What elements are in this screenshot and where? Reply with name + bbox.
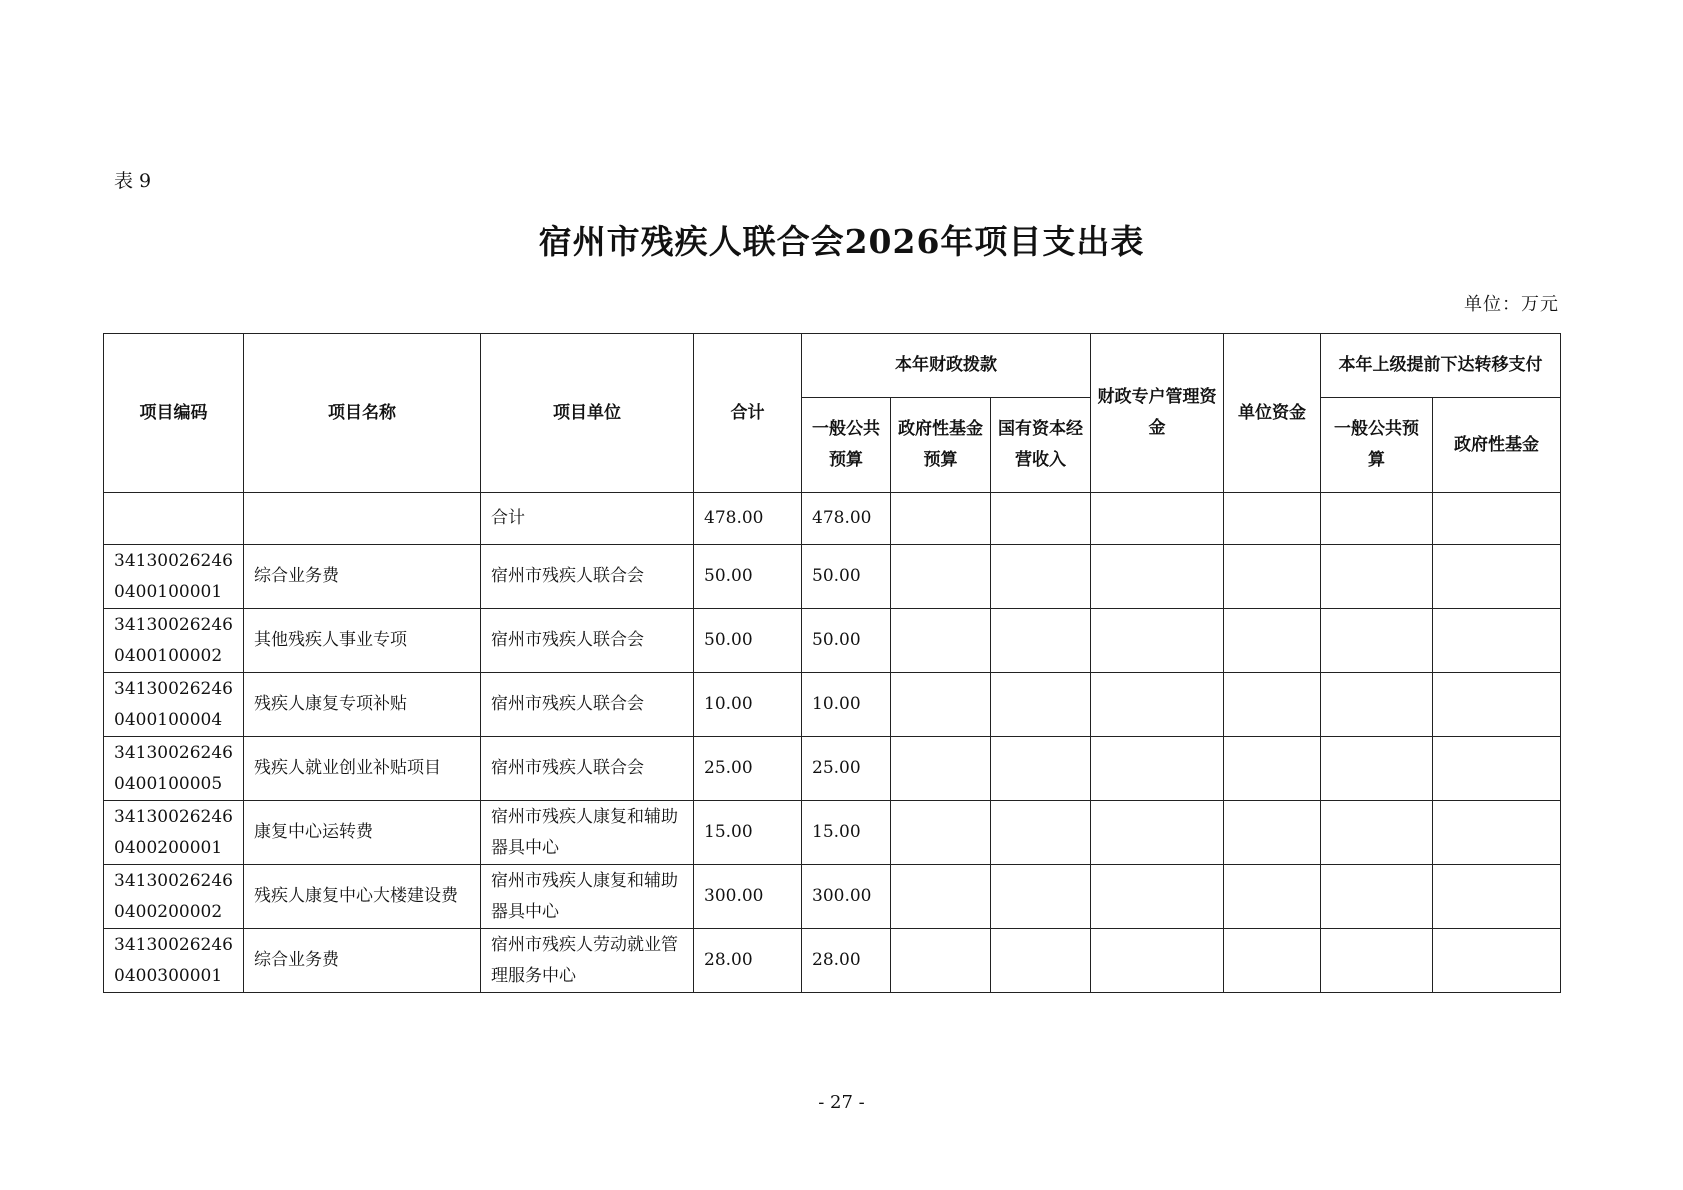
empty-cell: [1091, 673, 1224, 737]
empty-cell: [991, 865, 1091, 929]
row-total: 25.00: [694, 737, 802, 801]
empty-cell: [891, 929, 991, 993]
row-code: 341300262460400200002: [104, 865, 244, 929]
empty-cell: [1224, 737, 1321, 801]
row-total: 28.00: [694, 929, 802, 993]
empty-cell: [991, 673, 1091, 737]
row-total: 300.00: [694, 865, 802, 929]
row-unit: 宿州市残疾人联合会: [481, 673, 694, 737]
empty-cell: [1224, 801, 1321, 865]
empty-cell: [1224, 929, 1321, 993]
header-special-account: 财政专户管理资金: [1091, 334, 1224, 493]
row-code: 341300262460400100001: [104, 545, 244, 609]
empty-cell: [1091, 801, 1224, 865]
empty-cell: [1091, 865, 1224, 929]
row-general-budget: 50.00: [802, 545, 891, 609]
row-total: 15.00: [694, 801, 802, 865]
header-code: 项目编码: [104, 334, 244, 493]
header-total: 合计: [694, 334, 802, 493]
empty-cell: [1091, 737, 1224, 801]
table-row: [104, 929, 1561, 993]
empty-cell: [891, 801, 991, 865]
table-number: 表 9: [114, 170, 152, 192]
header-group-appropriation: 本年财政拨款: [802, 334, 1091, 398]
row-general-budget: 10.00: [802, 673, 891, 737]
empty-cell: [891, 865, 991, 929]
header-general-budget: 一般公共预算: [802, 398, 891, 493]
empty-cell: [1433, 801, 1561, 865]
empty-cell: [991, 545, 1091, 609]
row-unit: 宿州市残疾人康复和辅助器具中心: [481, 865, 694, 929]
row-code: 341300262460400100002: [104, 609, 244, 673]
empty-cell: [991, 801, 1091, 865]
unit-label: 单位：万元: [1464, 294, 1559, 315]
row-unit: 宿州市残疾人劳动就业管理服务中心: [481, 929, 694, 993]
row-unit: 宿州市残疾人联合会: [481, 545, 694, 609]
table-row: [104, 545, 1561, 609]
empty-cell: [991, 493, 1091, 545]
empty-cell: [1433, 609, 1561, 673]
summary-general-budget: 478.00: [802, 493, 891, 545]
empty-cell: [1433, 673, 1561, 737]
empty-cell: [1224, 673, 1321, 737]
row-total: 10.00: [694, 673, 802, 737]
empty-cell: [1321, 737, 1433, 801]
empty-cell: [1224, 493, 1321, 545]
row-code: 341300262460400100005: [104, 737, 244, 801]
row-name: 综合业务费: [244, 929, 481, 993]
empty-cell: [891, 545, 991, 609]
row-general-budget: 300.00: [802, 865, 891, 929]
empty-cell: [1321, 673, 1433, 737]
row-general-budget: 15.00: [802, 801, 891, 865]
summary-name-cell: [244, 493, 481, 545]
empty-cell: [1091, 609, 1224, 673]
header-state-capital: 国有资本经营收入: [991, 398, 1091, 493]
row-name: 残疾人就业创业补贴项目: [244, 737, 481, 801]
row-unit: 宿州市残疾人康复和辅助器具中心: [481, 801, 694, 865]
empty-cell: [991, 929, 1091, 993]
empty-cell: [891, 493, 991, 545]
empty-cell: [1224, 609, 1321, 673]
row-general-budget: 25.00: [802, 737, 891, 801]
summary-row: [104, 493, 1561, 545]
empty-cell: [1433, 929, 1561, 993]
row-general-budget: 28.00: [802, 929, 891, 993]
empty-cell: [1091, 493, 1224, 545]
summary-code-cell: [104, 493, 244, 545]
table-row: [104, 673, 1561, 737]
row-total: 50.00: [694, 545, 802, 609]
empty-cell: [1433, 865, 1561, 929]
empty-cell: [1433, 545, 1561, 609]
empty-cell: [891, 673, 991, 737]
summary-total: 478.00: [694, 493, 802, 545]
empty-cell: [1321, 929, 1433, 993]
empty-cell: [891, 609, 991, 673]
header-gov-fund: 政府性基金预算: [891, 398, 991, 493]
project-expenditure-table: [103, 333, 1561, 993]
empty-cell: [1321, 865, 1433, 929]
empty-cell: [1091, 929, 1224, 993]
header-group-transfer: 本年上级提前下达转移支付: [1321, 334, 1561, 398]
empty-cell: [991, 609, 1091, 673]
row-unit: 宿州市残疾人联合会: [481, 737, 694, 801]
table-row: [104, 801, 1561, 865]
row-name: 综合业务费: [244, 545, 481, 609]
row-name: 康复中心运转费: [244, 801, 481, 865]
empty-cell: [991, 737, 1091, 801]
row-name: 其他残疾人事业专项: [244, 609, 481, 673]
table-row: [104, 609, 1561, 673]
empty-cell: [1433, 493, 1561, 545]
header-unit-funds: 单位资金: [1224, 334, 1321, 493]
empty-cell: [1321, 545, 1433, 609]
empty-cell: [1224, 545, 1321, 609]
row-unit: 宿州市残疾人联合会: [481, 609, 694, 673]
row-general-budget: 50.00: [802, 609, 891, 673]
page-title: 宿州市残疾人联合会2026年项目支出表: [538, 222, 1145, 261]
row-code: 341300262460400100004: [104, 673, 244, 737]
empty-cell: [1433, 737, 1561, 801]
summary-label: 合计: [481, 493, 694, 545]
row-code: 341300262460400200001: [104, 801, 244, 865]
row-name: 残疾人康复专项补贴: [244, 673, 481, 737]
empty-cell: [891, 737, 991, 801]
empty-cell: [1321, 801, 1433, 865]
table-row: [104, 865, 1561, 929]
row-code: 341300262460400300001: [104, 929, 244, 993]
header-transfer-general: 一般公共预算: [1321, 398, 1433, 493]
header-transfer-gov-fund: 政府性基金: [1433, 398, 1561, 493]
empty-cell: [1091, 545, 1224, 609]
table-row: [104, 737, 1561, 801]
page-number: - 27 -: [818, 1092, 865, 1113]
header-name: 项目名称: [244, 334, 481, 493]
empty-cell: [1224, 865, 1321, 929]
row-name: 残疾人康复中心大楼建设费: [244, 865, 481, 929]
header-unit: 项目单位: [481, 334, 694, 493]
empty-cell: [1321, 609, 1433, 673]
empty-cell: [1321, 493, 1433, 545]
row-total: 50.00: [694, 609, 802, 673]
